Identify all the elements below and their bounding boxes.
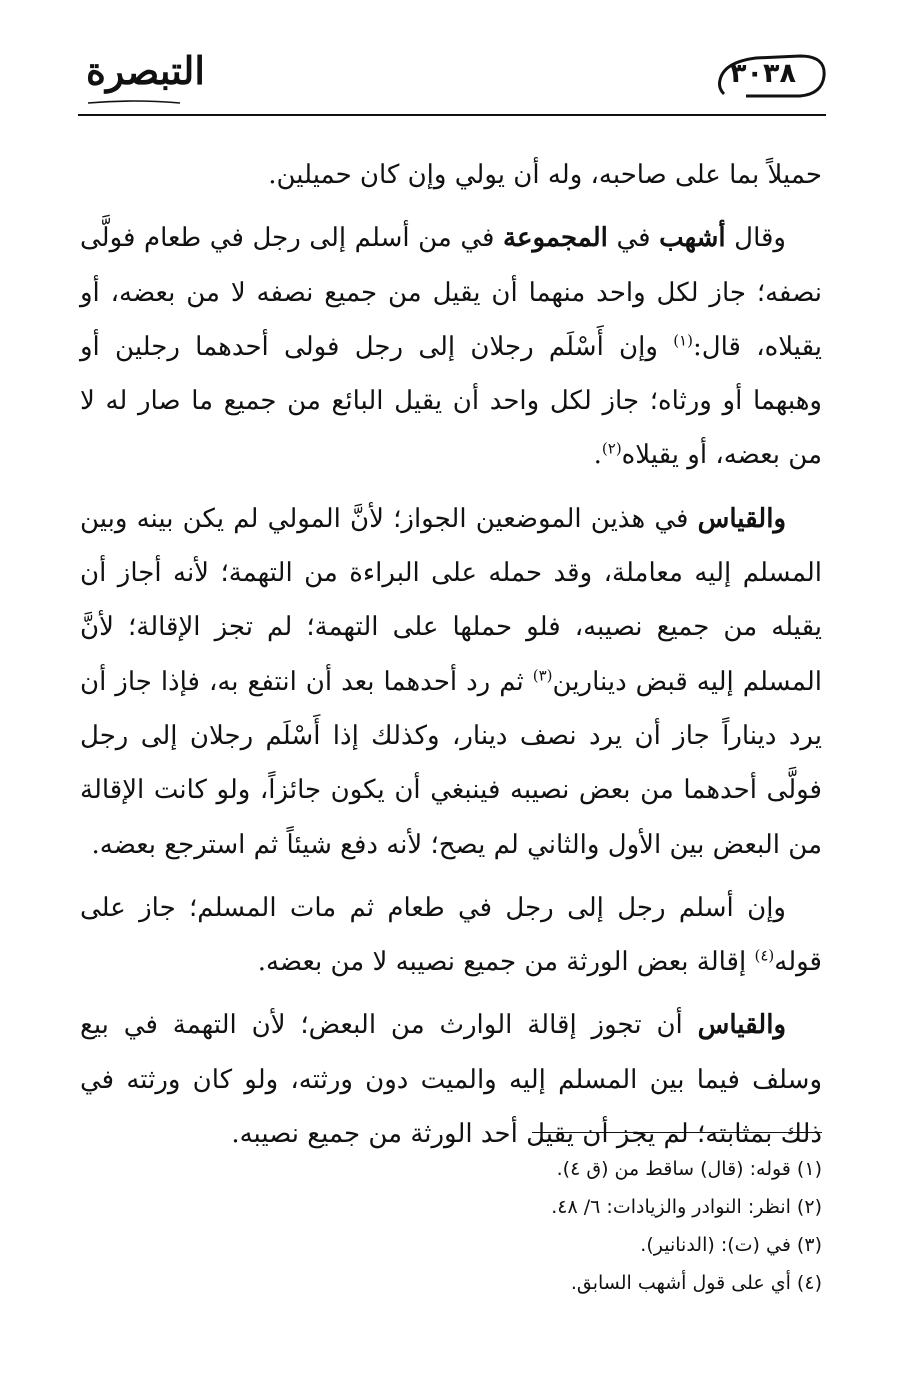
main-text bbox=[80, 148, 822, 1161]
footnote-ref-2[interactable]: (٢) bbox=[601, 439, 622, 458]
book-title: التبصرة bbox=[86, 48, 205, 93]
title-ornament-icon bbox=[86, 100, 182, 106]
paragraph-3-text: في هذين الموضعين الجواز؛ لأنَّ المولي لم يكن بينه وبين المسلم إليه معاملة، وقد حمله على البراءة من التهمة؛ لأنه أجاز أن يقيله من جميع نصيبه، فلو حملها على التهمة؛ لم تجز الإقالة؛ لأنَّ المسلم إليه قبض دينارين bbox=[80, 503, 822, 697]
page-number-badge bbox=[716, 50, 828, 102]
paragraph-2-mid1: في bbox=[607, 223, 660, 254]
footnote-divider bbox=[532, 1132, 822, 1133]
footnote-ref-4[interactable]: (٤) bbox=[754, 946, 775, 965]
paragraph-4-post: إقالة بعض الورثة من جميع نصيبه لا من بعضه. bbox=[257, 947, 755, 978]
keyword-qiyas: والقياس bbox=[697, 503, 786, 534]
paragraph-3 bbox=[80, 492, 822, 872]
footnote-3: (٣) في (ت): (الدنانير). bbox=[640, 1234, 822, 1256]
paragraph-2-pre: وقال bbox=[725, 223, 786, 254]
paragraph-3-post: ثم رد أحدهما بعد أن انتفع به، فإذا جاز أن يرد ديناراً جاز أن يرد نصف دينار، وكذلك إذا أَسْلَم رجلان إلى رجل فولَّى أحدهما من بعض نصيبه فينبغي أن يكون جائزاً، ولو كانت الإقالة من البعض بين الأول والثاني لم يصح؛ لأنه دفع شيئاً ثم استرجع بعضه. bbox=[80, 666, 822, 860]
name-ashhab: أشهب bbox=[659, 223, 726, 254]
paragraph-4 bbox=[80, 881, 822, 990]
paragraph-1 bbox=[80, 148, 822, 202]
paragraph-4-pre: وإن أسلم رجل إلى رجل في طعام ثم مات المسلم؛ جاز على قوله bbox=[80, 892, 822, 978]
book-name-majmua: المجموعة bbox=[503, 223, 608, 254]
footnote-4: (٤) أي على قول أشهب السابق. bbox=[570, 1272, 822, 1294]
paragraph-2 bbox=[80, 211, 822, 482]
paragraph-5-text: أن تجوز إقالة الوارث من البعض؛ لأن التهمة في بيع وسلف فيما بين المسلم إليه والميت دون ورثته، ولو كان ورثته في ذلك بمثابته؛ لم يجز أن يقيل أحد الورثة من جميع نصيبه. bbox=[80, 1010, 822, 1150]
page-header bbox=[78, 44, 826, 120]
footnote-1: (١) قوله: (قال) ساقط من (ق ٤). bbox=[556, 1158, 822, 1180]
paragraph-1-text: حميلاً بما على صاحبه، وله أن يولي وإن كان حميلين. bbox=[268, 160, 822, 190]
header-rule bbox=[78, 114, 826, 116]
footnote-ref-3[interactable]: (٣) bbox=[532, 666, 553, 685]
paragraph-2-mid3: وإن أَسْلَم رجلان إلى رجل فولى أحدهما رجلين أو وهبهما أو ورثاه؛ جاز لكل واحد أن يقيل البائع من جميع ما صار له لا من بعضه، أو يقيلاه bbox=[80, 331, 822, 471]
keyword-qiyas: والقياس bbox=[697, 1010, 786, 1041]
paragraph-2-post: . bbox=[593, 440, 602, 471]
footnotes bbox=[122, 1150, 822, 1302]
paragraph-5 bbox=[80, 998, 822, 1161]
page-number: ٣٠٣٨ bbox=[730, 58, 796, 89]
footnote-ref-1[interactable]: (١) bbox=[673, 331, 693, 350]
paragraph-2-mid2: في من أسلم إلى رجل في طعام فولَّى نصفه؛ جاز لكل واحد منهما أن يقيل من جميع نصفه لا من بعضه، أو يقيلاه، قال: bbox=[80, 223, 822, 362]
footnote-2: (٢) انظر: النوادر والزيادات: ٦/ ٤٨. bbox=[551, 1196, 822, 1218]
